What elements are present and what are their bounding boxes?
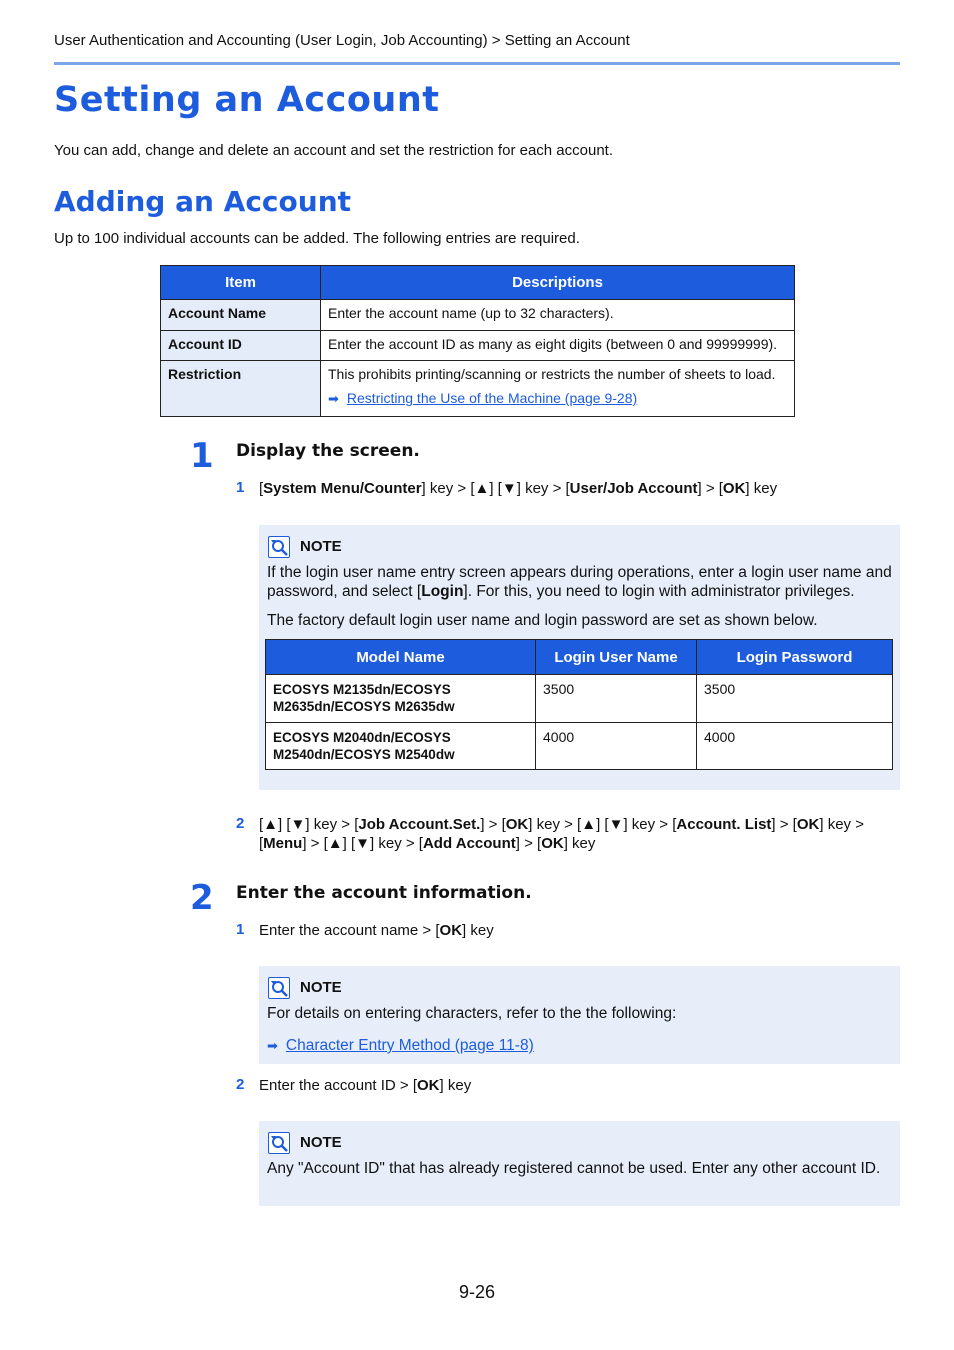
key-ok: OK [541, 835, 564, 852]
key-word: key [470, 922, 494, 939]
note-box [259, 966, 900, 1064]
key-user-job: User/Job Account [569, 480, 698, 497]
note-icon [268, 1132, 290, 1154]
key-word: key [572, 835, 596, 852]
row-desc [321, 361, 795, 417]
substep-text: Enter the account name > [OK] key [259, 922, 494, 939]
model-cell: ECOSYS M2135dn/ECOSYS M2635dn/ECOSYS M2635dw [266, 675, 536, 723]
key-ok: OK [505, 816, 529, 833]
note-paragraph [267, 563, 895, 601]
note-label: NOTE [300, 979, 342, 996]
substep-text: [▲] [▼] key > [Job Account.Set.] > [OK] key > [▲] [▼] key > [Account. List] > [OK] key > [Menu] > [▲] [▼] key > [Add Account] > [OK] key [259, 816, 864, 852]
key-ok: OK [722, 480, 746, 497]
key-word: key [631, 816, 656, 833]
table-row [161, 300, 795, 331]
section-title: Adding an Account [54, 185, 352, 218]
key-word: key [827, 816, 852, 833]
note-label: NOTE [300, 1134, 342, 1151]
key-account-list: Account. List [676, 816, 772, 833]
table-header-descriptions: Descriptions [321, 266, 795, 300]
note-paragraph: The factory default login user name and login password are set as shown below. [267, 612, 818, 629]
note-box [259, 1121, 900, 1206]
key-system-menu: System Menu/Counter [263, 480, 422, 497]
key-word: key [378, 835, 402, 852]
key-word: key [313, 816, 338, 833]
page-number: 9-26 [458, 1282, 496, 1302]
key-add-account: Add Account [422, 835, 516, 852]
password-cell: 4000 [697, 723, 893, 770]
restriction-link-line [328, 390, 787, 407]
note-label: NOTE [300, 538, 342, 555]
table-header-model: Model Name [266, 640, 536, 675]
table-header-password: Login Password [697, 640, 893, 675]
note-text-bold: Login [421, 583, 464, 600]
user-cell: 4000 [536, 723, 697, 770]
table-row [161, 331, 795, 361]
section-intro: Up to 100 individual accounts can be added. The following entries are required. [54, 230, 580, 247]
note-icon [268, 536, 290, 558]
step-title: Display the screen. [236, 441, 420, 461]
enter-id-text: Enter the account ID > [ [259, 1077, 418, 1094]
note-text-a: If the login user name entry screen appears during operations, enter a login user name and password, and select [ [267, 564, 892, 600]
substep-text: Enter the account ID > [OK] key [259, 1077, 472, 1094]
substep-number: 1 [236, 479, 245, 496]
key-up: ▲ [581, 816, 597, 833]
page-title: Setting an Account [54, 80, 440, 120]
step-title: Enter the account information. [236, 883, 532, 903]
table-row [266, 675, 893, 723]
key-word: key [429, 480, 454, 497]
login-table [265, 639, 893, 770]
intro-text: You can add, change and delete an account and set the restriction for each account. [54, 142, 614, 159]
substep-number: 2 [236, 815, 245, 832]
key-menu: Menu [263, 835, 303, 852]
substep-number: 1 [236, 921, 245, 938]
character-entry-link[interactable]: Character Entry Method (page 11-8) [285, 1037, 534, 1054]
key-down: ▼ [608, 816, 624, 833]
table-row [266, 723, 893, 770]
arrow-right-icon: ➡ [267, 1038, 278, 1053]
table-header-item: Item [161, 266, 321, 300]
enter-name-text: Enter the account name > [ [259, 922, 440, 939]
breadcrumb: User Authentication and Accounting (User Login, Job Accounting) > Setting an Account [54, 32, 630, 49]
key-up: ▲ [327, 835, 343, 852]
note-icon [268, 977, 290, 999]
substep-number: 2 [236, 1076, 245, 1093]
model-cell: ECOSYS M2040dn/ECOSYS M2540dn/ECOSYS M2540dw [266, 723, 536, 770]
key-ok: OK [417, 1077, 440, 1094]
step-number: 2 [190, 878, 214, 918]
key-up: ▲ [474, 480, 490, 497]
row-desc: Enter the account name (up to 32 characters). [321, 300, 795, 331]
header-rule [54, 62, 900, 65]
row-desc: Enter the account ID as many as eight digits (between 0 and 99999999). [321, 331, 795, 361]
key-down: ▼ [355, 835, 371, 852]
note-paragraph: For details on entering characters, refer to the the following: [267, 1005, 677, 1022]
row-item: Restriction [161, 361, 321, 417]
key-ok: OK [439, 922, 463, 939]
note-link-line [267, 1036, 534, 1055]
user-cell: 3500 [536, 675, 697, 723]
row-item: Account ID [161, 331, 321, 361]
entries-table [160, 265, 795, 417]
table-header-user: Login User Name [536, 640, 697, 675]
arrow-right-icon: ➡ [328, 391, 339, 406]
key-word: key [753, 480, 778, 497]
key-up: ▲ [263, 816, 279, 833]
key-word: key [447, 1077, 472, 1094]
substep-text: [System Menu/Counter] key > [▲] [▼] key > [User/Job Account] > [OK] key [259, 480, 778, 497]
key-word: key [536, 816, 560, 833]
key-down: ▼ [501, 480, 517, 497]
key-ok: OK [796, 816, 820, 833]
note-paragraph: Any "Account ID" that has already registered cannot be used. Enter any other account ID. [267, 1160, 881, 1177]
step-number: 1 [190, 436, 214, 476]
note-text-b: ]. For this, you need to login with administrator privileges. [463, 583, 855, 600]
key-word: key [525, 480, 549, 497]
restriction-link[interactable]: Restricting the Use of the Machine (page 9-28) [346, 390, 638, 406]
row-item: Account Name [161, 300, 321, 331]
row-desc-text: This prohibits printing/scanning or restricts the number of sheets to load. [328, 366, 776, 382]
key-down: ▼ [290, 816, 306, 833]
password-cell: 3500 [697, 675, 893, 723]
key-job-account-set: Job Account.Set. [358, 816, 481, 833]
table-row [161, 361, 795, 417]
